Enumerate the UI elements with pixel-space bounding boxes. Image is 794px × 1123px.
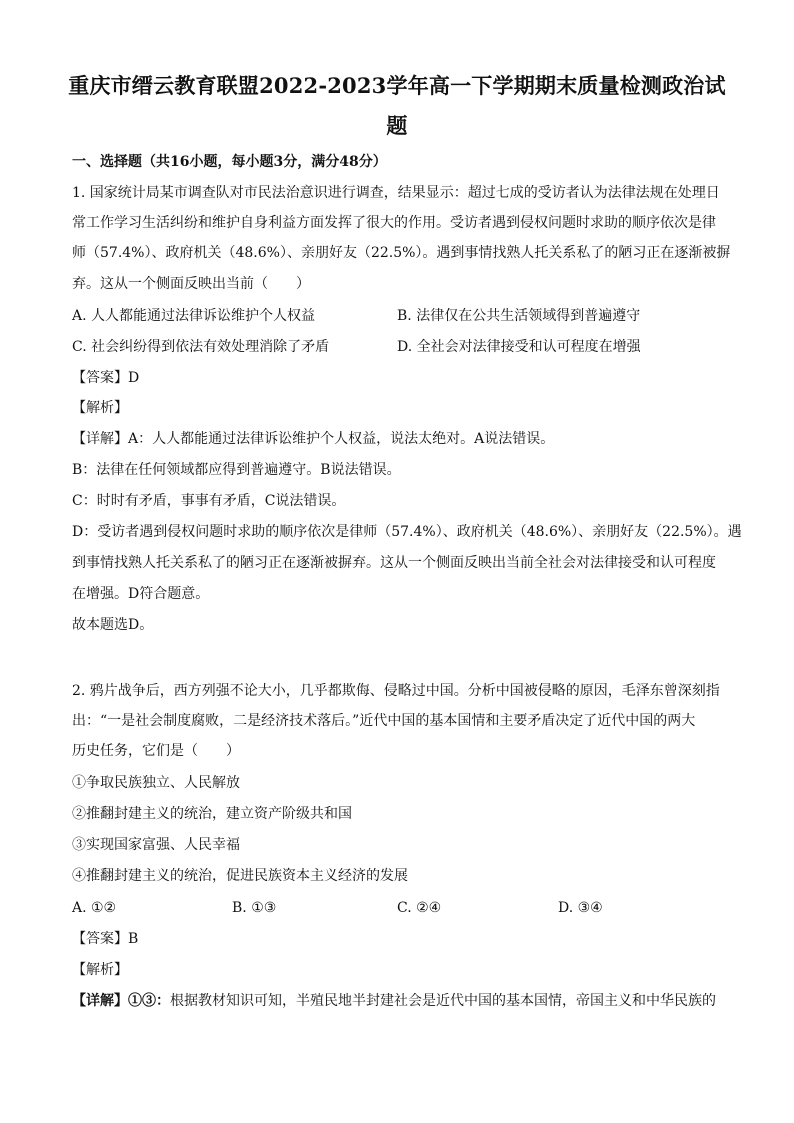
q2-stem-line: 2. 鸦片战争后，西方列强不论大小，几乎都欺侮、侵略过中国。分析中国被侵略的原因，毛泽东曾深刻指: [72, 683, 720, 699]
q2-item: ④推翻封建主义的统治，促进民族资本主义经济的发展: [72, 868, 408, 884]
q1-option-d: D. 全社会对法律接受和认可程度在增强: [397, 339, 641, 355]
q1-detail-line: 【详解】A：人人都能通过法律诉讼维护个人权益，说法太绝对。A说法错误。: [72, 431, 555, 447]
q1-detail-line: D：受访者遇到侵权问题时求助的顺序依次是律师（57.4%）、政府机关（48.6%）、亲朋好友（22.5%）。遇: [72, 524, 742, 540]
q1-detail-line: 到事情找熟人托关系私了的陋习正在逐渐被摒弃。这从一个侧面反映出当前全社会对法律接受和认可程度: [72, 555, 716, 571]
q1-detail-line: 在增强。D符合题意。: [72, 586, 210, 602]
q1-stem-line: 1. 国家统计局某市调查队对市民法治意识进行调查，结果显示：超过七成的受访者认为法律法规在处理日: [72, 185, 720, 201]
q2-item: ②推翻封建主义的统治，建立资产阶级共和国: [72, 806, 352, 822]
q1-stem-line: 师（57.4%）、政府机关（48.6%）、亲朋好友（22.5%）。遇到事情找熟人托关系私了的陋习正在逐渐被摒: [72, 245, 731, 261]
q1-option-c: C. 社会纠纷得到依法有效处理消除了矛盾: [72, 339, 330, 355]
q2-option-b: B. ①③: [232, 900, 277, 916]
q1-option-b: B. 法律仅在公共生活领域得到普遍遵守: [397, 308, 641, 324]
q2-option-c: C. ②④: [397, 900, 442, 916]
q2-detail-text: 根据教材知识可知，半殖民地半封建社会是近代中国的基本国情，帝国主义和中华民族的: [170, 993, 716, 1009]
q2-option-a: A. ①②: [72, 900, 117, 916]
q2-stem-line: 出：“一是社会制度腐败，二是经济技术落后。”近代中国的基本国情和主要矛盾决定了近代中国的两大: [72, 713, 696, 729]
q2-answer: 【答案】B: [72, 931, 139, 947]
q1-stem-line: 弃。这从一个侧面反映出当前（ ）: [72, 276, 310, 292]
q2-item: ①争取民族独立、人民解放: [72, 775, 240, 791]
document-title-line-2: 题: [386, 113, 408, 138]
q2-detail-line: [72, 991, 734, 1011]
q2-detail-prefix: 【详解】①③：: [72, 993, 170, 1009]
document-title-line-1: 重庆市缙云教育联盟2022-2023学年高一下学期期末质量检测政治试: [68, 73, 726, 98]
q1-detail-line: 故本题选D。: [72, 617, 154, 633]
q1-option-a: A. 人人都能通过法律诉讼维护个人权益: [72, 308, 316, 324]
q2-stem-line: 历史任务，它们是（ ）: [72, 743, 240, 759]
q1-detail-line: C：时时有矛盾，事事有矛盾，C说法错误。: [72, 493, 346, 509]
q2-item: ③实现国家富强、人民幸福: [72, 837, 240, 853]
q1-analysis-label: 【解析】: [72, 400, 128, 416]
q1-answer: 【答案】D: [72, 370, 140, 386]
q2-option-d: D. ③④: [558, 900, 603, 916]
q1-detail-line: B：法律在任何领域都应得到普遍遵守。B说法错误。: [72, 462, 401, 478]
q1-stem-line: 常工作学习生活纠纷和维护自身利益方面发挥了很大的作用。受访者遇到侵权问题时求助的顺序依次是律: [72, 215, 716, 231]
q2-analysis-label: 【解析】: [72, 962, 128, 978]
section-heading: 一、选择题（共16小题，每小题3分，满分48分）: [72, 154, 387, 170]
